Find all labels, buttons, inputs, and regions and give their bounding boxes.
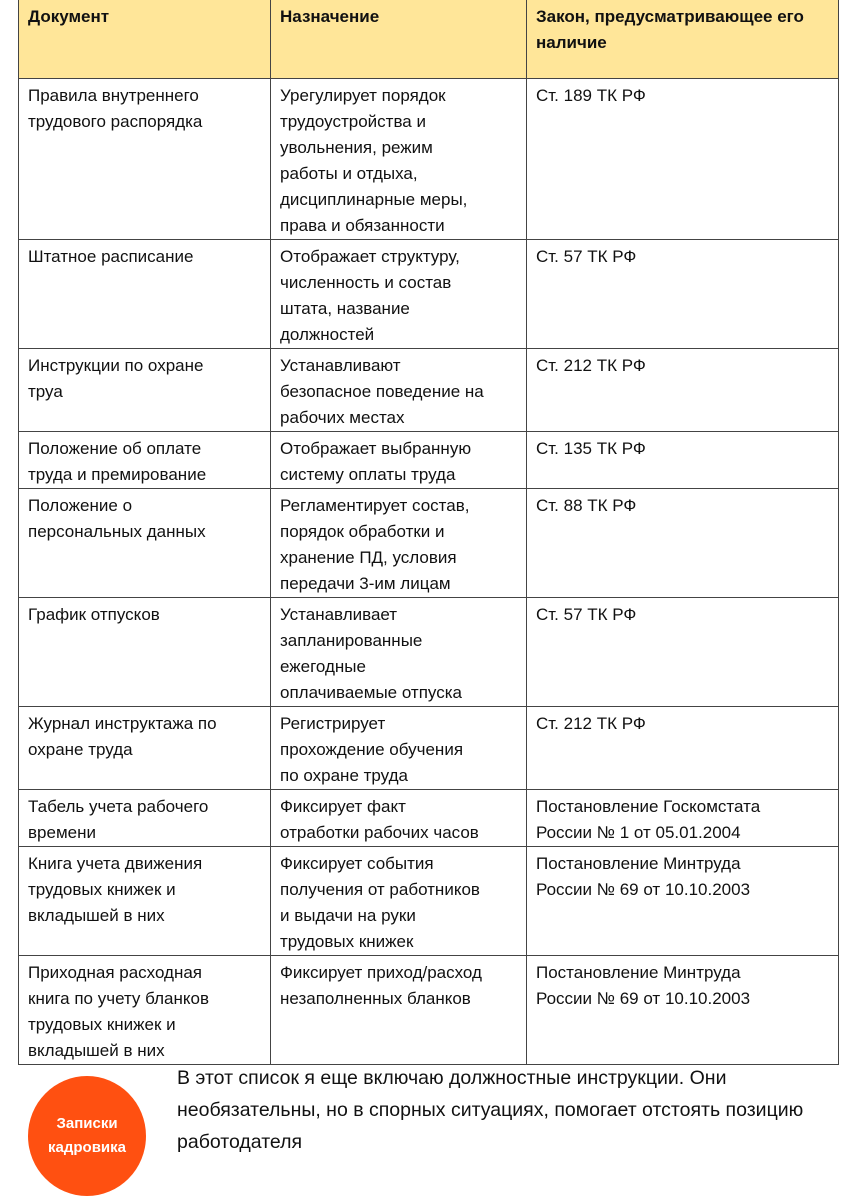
cell-law: Ст. 57 ТК РФ — [527, 598, 839, 707]
cell-law: Постановление Госкомстата России № 1 от 05.01.2004 — [527, 790, 839, 847]
cell-document: Журнал инструктажа по охране труда — [19, 707, 271, 790]
cell-law: Постановление Минтруда России № 69 от 10.10.2003 — [527, 847, 839, 956]
table-row — [19, 79, 839, 240]
table-row — [19, 956, 839, 1065]
header-document: Документ — [19, 0, 271, 79]
table-row — [19, 790, 839, 847]
author-badge: Записки кадровика — [28, 1076, 146, 1196]
cell-law: Ст. 189 ТК РФ — [527, 79, 839, 240]
cell-document: Правила внутреннего трудового распорядка — [19, 79, 271, 240]
cell-document: График отпусков — [19, 598, 271, 707]
table-row — [19, 707, 839, 790]
table-row — [19, 432, 839, 489]
cell-law: Ст. 57 ТК РФ — [527, 240, 839, 349]
cell-document: Положение об оплате труда и премирование — [19, 432, 271, 489]
cell-law: Ст. 135 ТК РФ — [527, 432, 839, 489]
cell-purpose: Регистрирует прохождение обучения по охране труда — [271, 707, 527, 790]
cell-purpose: Фиксирует факт отработки рабочих часов — [271, 790, 527, 847]
table-row — [19, 598, 839, 707]
cell-purpose: Устанавливают безопасное поведение на рабочих местах — [271, 349, 527, 432]
table-header-row — [19, 0, 839, 79]
cell-purpose: Отображает выбранную систему оплаты труда — [271, 432, 527, 489]
table-row — [19, 489, 839, 598]
header-purpose: Назначение — [271, 0, 527, 79]
note-text: В этот список я еще включаю должностные инструкции. Они необязательны, но в спорных ситуациях, помогает отстоять позицию работодателя — [177, 1067, 804, 1153]
cell-document: Инструкции по охране труа — [19, 349, 271, 432]
cell-purpose: Урегулирует порядок трудоустройства и увольнения, режим работы и отдыха, дисциплинарные меры, права и обязанности — [271, 79, 527, 240]
cell-law: Ст. 212 ТК РФ — [527, 707, 839, 790]
table-row — [19, 847, 839, 956]
table-row — [19, 240, 839, 349]
cell-document: Приходная расходная книга по учету бланков трудовых книжек и вкладышей в них — [19, 956, 271, 1065]
cell-law: Постановление Минтруда России № 69 от 10.10.2003 — [527, 956, 839, 1065]
cell-document: Табель учета рабочего времени — [19, 790, 271, 847]
cell-purpose: Фиксирует события получения от работников и выдачи на руки трудовых книжек — [271, 847, 527, 956]
cell-law: Ст. 88 ТК РФ — [527, 489, 839, 598]
cell-purpose: Фиксирует приход/расход незаполненных бланков — [271, 956, 527, 1065]
cell-document: Положение о персональных данных — [19, 489, 271, 598]
cell-purpose: Устанавливает запланированные ежегодные оплачиваемые отпуска — [271, 598, 527, 707]
cell-law: Ст. 212 ТК РФ — [527, 349, 839, 432]
cell-document: Книга учета движения трудовых книжек и вкладышей в них — [19, 847, 271, 956]
documents-table — [18, 0, 839, 1065]
header-law: Закон, предусматривающее его наличие — [527, 0, 839, 79]
cell-document: Штатное расписание — [19, 240, 271, 349]
cell-purpose: Регламентирует состав, порядок обработки и хранение ПД, условия передачи 3-им лицам — [271, 489, 527, 598]
table-row — [19, 349, 839, 432]
cell-purpose: Отображает структуру, численность и состав штата, название должностей — [271, 240, 527, 349]
